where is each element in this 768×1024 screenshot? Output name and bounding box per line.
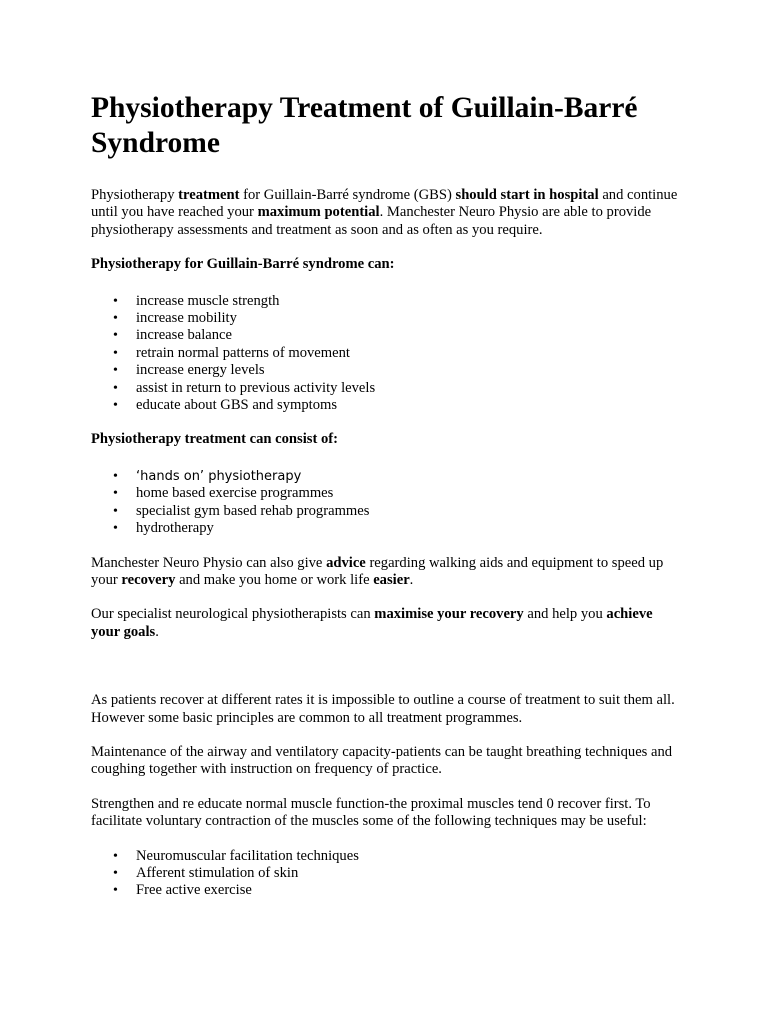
list-item: • Afferent stimulation of skin xyxy=(113,864,299,881)
advice-paragraph: Manchester Neuro Physio can also give advice regarding walking aids and equipment to speed up your recovery and make you home or work life easier. xyxy=(91,554,664,588)
bullet-icon: • xyxy=(113,883,118,899)
list-item: • retrain normal patterns of movement xyxy=(113,344,350,361)
goals-paragraph: Our specialist neurological physiotherapists can maximise your recovery and help you achieve your goals. xyxy=(91,606,653,640)
strengthen-paragraph: Strengthen and re educate normal muscle function-the proximal muscles tend 0 recover first. To facilitate voluntary contraction of the muscles some of the following techniques may be useful: xyxy=(91,795,651,830)
bullet-icon: • xyxy=(113,380,118,396)
bullet-icon: • xyxy=(113,398,118,414)
bullet-icon: • xyxy=(113,363,118,379)
techniques-list xyxy=(91,848,681,900)
list-item: • specialist gym based rehab programmes xyxy=(113,502,370,519)
intro-paragraph: Physiotherapy treatment for Guillain-Barré syndrome (GBS) should start in hospital and continue until you have reached your maximum potential. Manchester Neuro Physio are able to provide physiotherapy assessments and treatment as soon and as often as you require. xyxy=(91,187,678,238)
bullet-icon: • xyxy=(113,503,118,519)
bullet-icon: • xyxy=(113,328,118,344)
document-content xyxy=(91,91,681,900)
list-item: • increase mobility xyxy=(113,310,237,327)
bullet-icon: • xyxy=(113,345,118,361)
list-item: • assist in return to previous activity levels xyxy=(113,379,376,396)
page-title: Physiotherapy Treatment of Guillain-Barré Syndrome xyxy=(91,92,638,159)
list-item: • home based exercise programmes xyxy=(113,485,334,502)
can-heading: Physiotherapy for Guillain-Barré syndrome can: xyxy=(91,256,395,273)
bullet-icon: • xyxy=(113,521,118,537)
bullet-icon: • xyxy=(113,865,118,881)
recovery-rates-paragraph: As patients recover at different rates it is impossible to outline a course of treatment to suit them all. However some basic principles are common to all treatment programmes. xyxy=(91,692,675,726)
list-item: • increase balance xyxy=(113,327,233,344)
bullet-icon: • xyxy=(113,848,118,864)
list-item: • Neuromuscular facilitation techniques xyxy=(113,847,359,864)
airway-paragraph: Maintenance of the airway and ventilatory capacity-patients can be taught breathing techniques and coughing together with instruction on frequency of practice. xyxy=(91,743,673,778)
bullet-icon: • xyxy=(113,311,118,327)
list-item: • increase energy levels xyxy=(113,362,265,379)
bullet-icon: • xyxy=(113,293,118,309)
list-item: • educate about GBS and symptoms xyxy=(113,397,338,414)
can-list xyxy=(91,293,681,415)
bullet-icon: • xyxy=(113,486,118,502)
consist-heading: Physiotherapy treatment can consist of: xyxy=(91,431,338,448)
list-item: • ‘hands on’ physiotherapy xyxy=(113,468,302,484)
consist-list xyxy=(91,468,681,538)
list-item: • Free active exercise xyxy=(113,882,252,899)
list-item: • hydrotherapy xyxy=(113,520,214,537)
list-item: • increase muscle strength xyxy=(113,292,280,309)
bullet-icon: • xyxy=(113,468,118,484)
